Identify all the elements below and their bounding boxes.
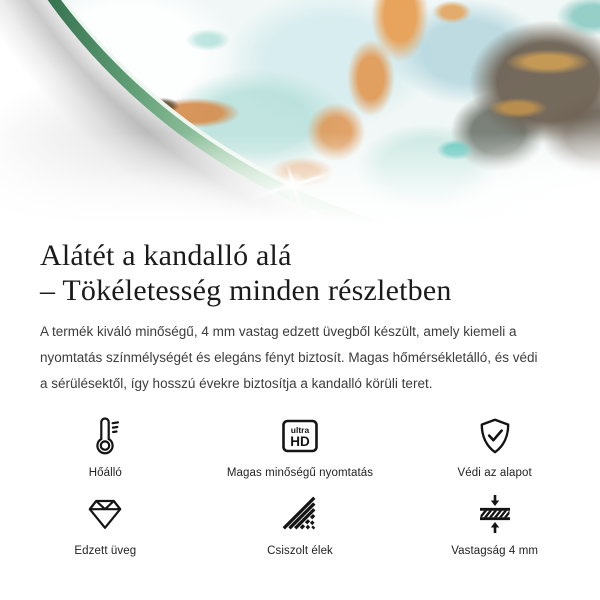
thermometer-icon <box>85 413 125 459</box>
features-grid <box>8 413 592 557</box>
diamond-icon <box>85 491 125 537</box>
feature-item-thickness <box>397 491 592 557</box>
page-title <box>40 238 560 308</box>
product-hero-image <box>0 0 600 230</box>
thickness-icon <box>473 491 517 537</box>
feature-item-print-quality <box>203 413 398 479</box>
ultra-hd-badge-bottom: HD <box>290 434 310 449</box>
feature-item-polished-edges <box>203 491 398 557</box>
product-description: A termék kiváló minőségű, 4 mm vastag edzett üvegből készült, amely kiemeli a nyomtatás színmélységét és elegáns fényt biztosít. Magas hőmérsékletálló, és védi a sérülésektől, így hosszú évekre biztosítja a kandalló körüli teret. <box>40 324 538 391</box>
feature-label: Vastagság 4 mm <box>451 545 539 557</box>
feature-label: Magas minőségű nyomtatás <box>226 467 374 479</box>
page-title-line1: Alátét a kandalló alá <box>40 239 292 272</box>
feature-label: Védi az alapot <box>457 467 532 479</box>
ultra-hd-icon <box>278 413 322 459</box>
hero-bottom-fade <box>0 0 600 230</box>
shield-check-icon <box>475 413 515 459</box>
feature-item-protects-base <box>397 413 592 479</box>
polished-edges-icon <box>279 491 321 537</box>
feature-item-heat-resistant <box>8 413 203 479</box>
feature-label: Hőálló <box>88 467 122 479</box>
page-title-line2: – Tökéletesség minden részletben <box>40 274 452 307</box>
feature-label: Csiszolt élek <box>267 545 333 557</box>
feature-label: Edzett üveg <box>74 545 137 557</box>
ultra-hd-badge-top: ultra <box>290 425 310 435</box>
feature-item-tempered-glass <box>8 491 203 557</box>
